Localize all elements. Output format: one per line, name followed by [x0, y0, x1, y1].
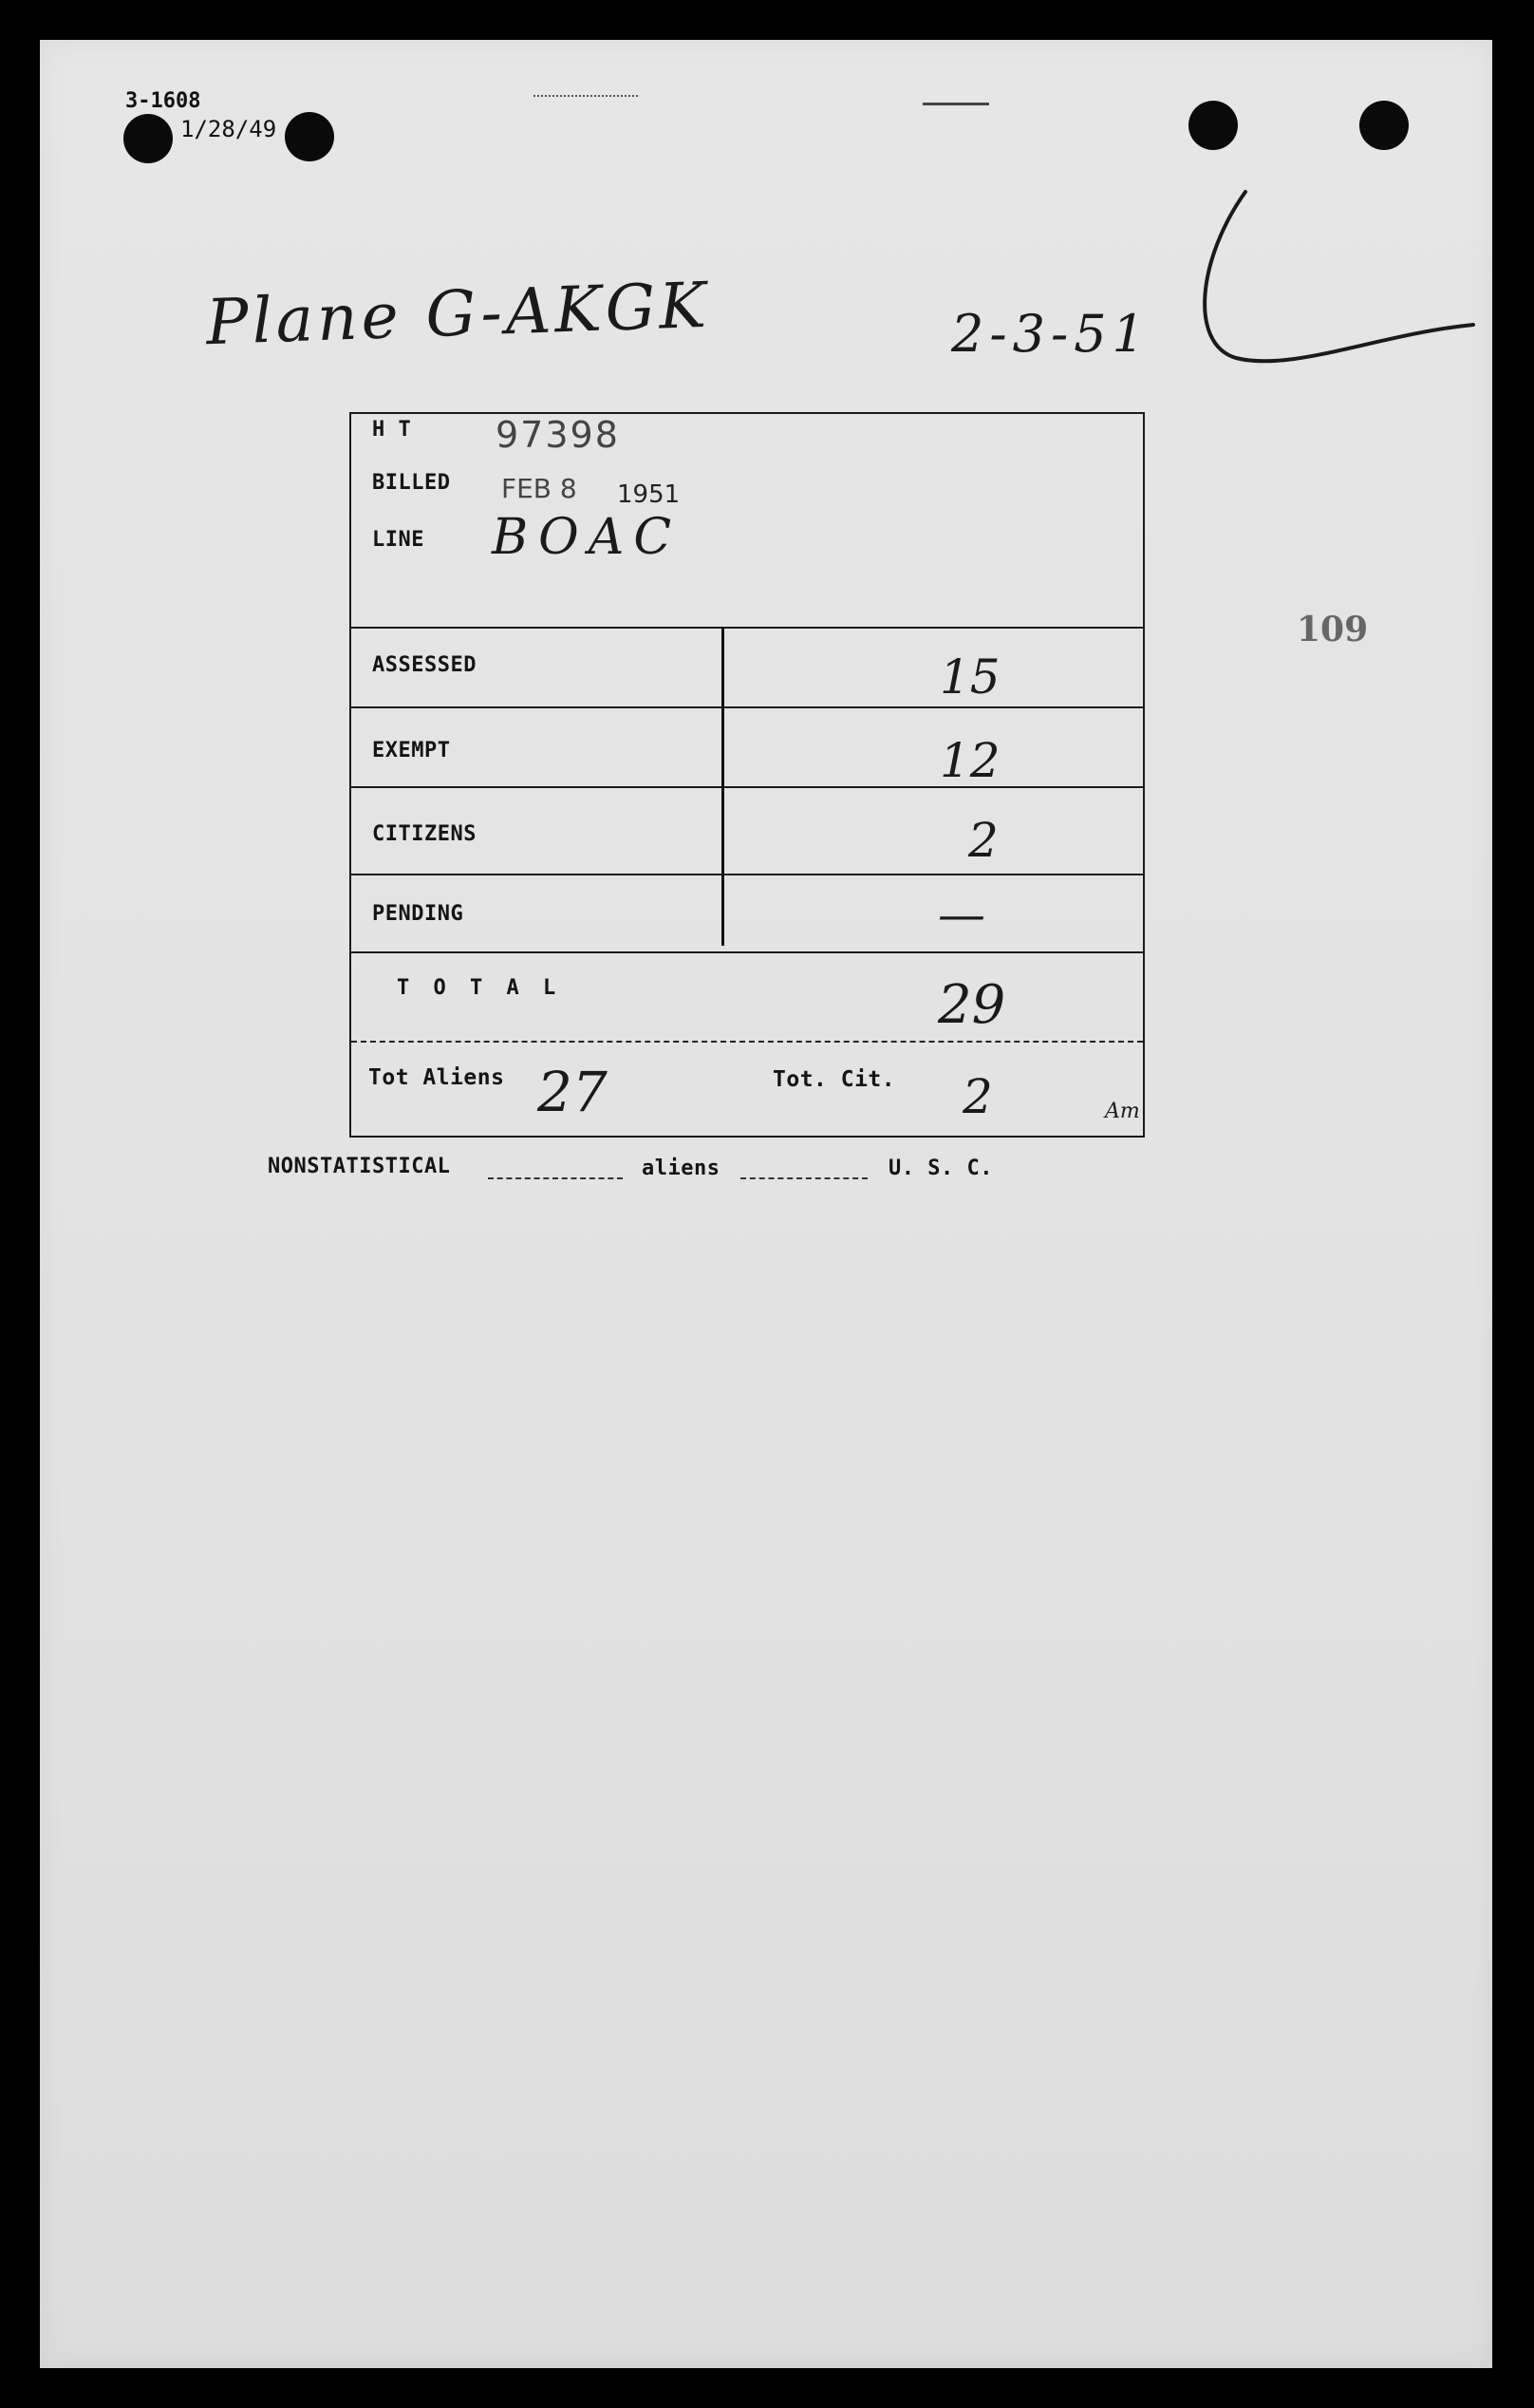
- pending-value: —: [938, 887, 985, 942]
- line-label: LINE: [372, 528, 424, 552]
- row-divider: [351, 874, 1143, 875]
- initials: Am: [1105, 1100, 1140, 1123]
- citizens-label: CITIZENS: [372, 822, 477, 846]
- total-value: 29: [938, 974, 1006, 1036]
- row-divider: [351, 786, 1143, 788]
- row-divider: [351, 627, 1143, 629]
- punch-hole-left-2: [285, 112, 334, 161]
- aliens-label: aliens: [642, 1157, 720, 1180]
- nonstatistical-label: NONSTATISTICAL: [268, 1155, 451, 1178]
- total-label: T O T A L: [397, 976, 562, 1000]
- tot-cit-value: 2: [963, 1069, 993, 1124]
- exempt-label: EXEMPT: [372, 739, 451, 762]
- nonstat-blank-2: [740, 1177, 868, 1179]
- billed-label: BILLED: [372, 471, 451, 495]
- form-date: 1/28/49: [180, 116, 277, 142]
- billed-date: FEB 8: [501, 473, 577, 504]
- usc-label: U. S. C.: [889, 1157, 993, 1180]
- ht-number: 97398: [496, 414, 620, 456]
- form-number: 3-1608: [125, 89, 201, 113]
- citizens-value: 2: [968, 813, 999, 868]
- manifest-form: [349, 412, 1145, 1138]
- assessed-label: ASSESSED: [372, 653, 477, 677]
- document-sheet: [40, 40, 1492, 2368]
- plane-id: Plane G-AKGK: [204, 268, 711, 360]
- page-number: 109: [1297, 610, 1369, 649]
- tot-aliens-label: Tot Aliens: [368, 1065, 505, 1090]
- punch-hole-right-1: [1188, 101, 1238, 150]
- ht-label: H T: [372, 418, 412, 442]
- row-divider: [351, 951, 1143, 953]
- airline-code: BOAC: [492, 509, 682, 566]
- nonstat-blank-1: [488, 1177, 623, 1179]
- handwritten-date: 2-3-51: [951, 304, 1150, 364]
- check-mark: [1160, 144, 1483, 401]
- punch-hole-right-2: [1359, 101, 1409, 150]
- assessed-value: 15: [940, 649, 1001, 705]
- tot-aliens-value: 27: [537, 1060, 608, 1124]
- tot-cit-label: Tot. Cit.: [773, 1067, 896, 1092]
- pending-label: PENDING: [372, 902, 464, 926]
- row-divider: [351, 706, 1143, 708]
- billed-year: 1951: [617, 480, 681, 509]
- row-divider: [351, 1041, 1143, 1043]
- top-mark: [533, 95, 638, 97]
- top-mark: [923, 103, 989, 105]
- punch-hole-left-1: [123, 114, 173, 163]
- exempt-value: 12: [940, 733, 1001, 788]
